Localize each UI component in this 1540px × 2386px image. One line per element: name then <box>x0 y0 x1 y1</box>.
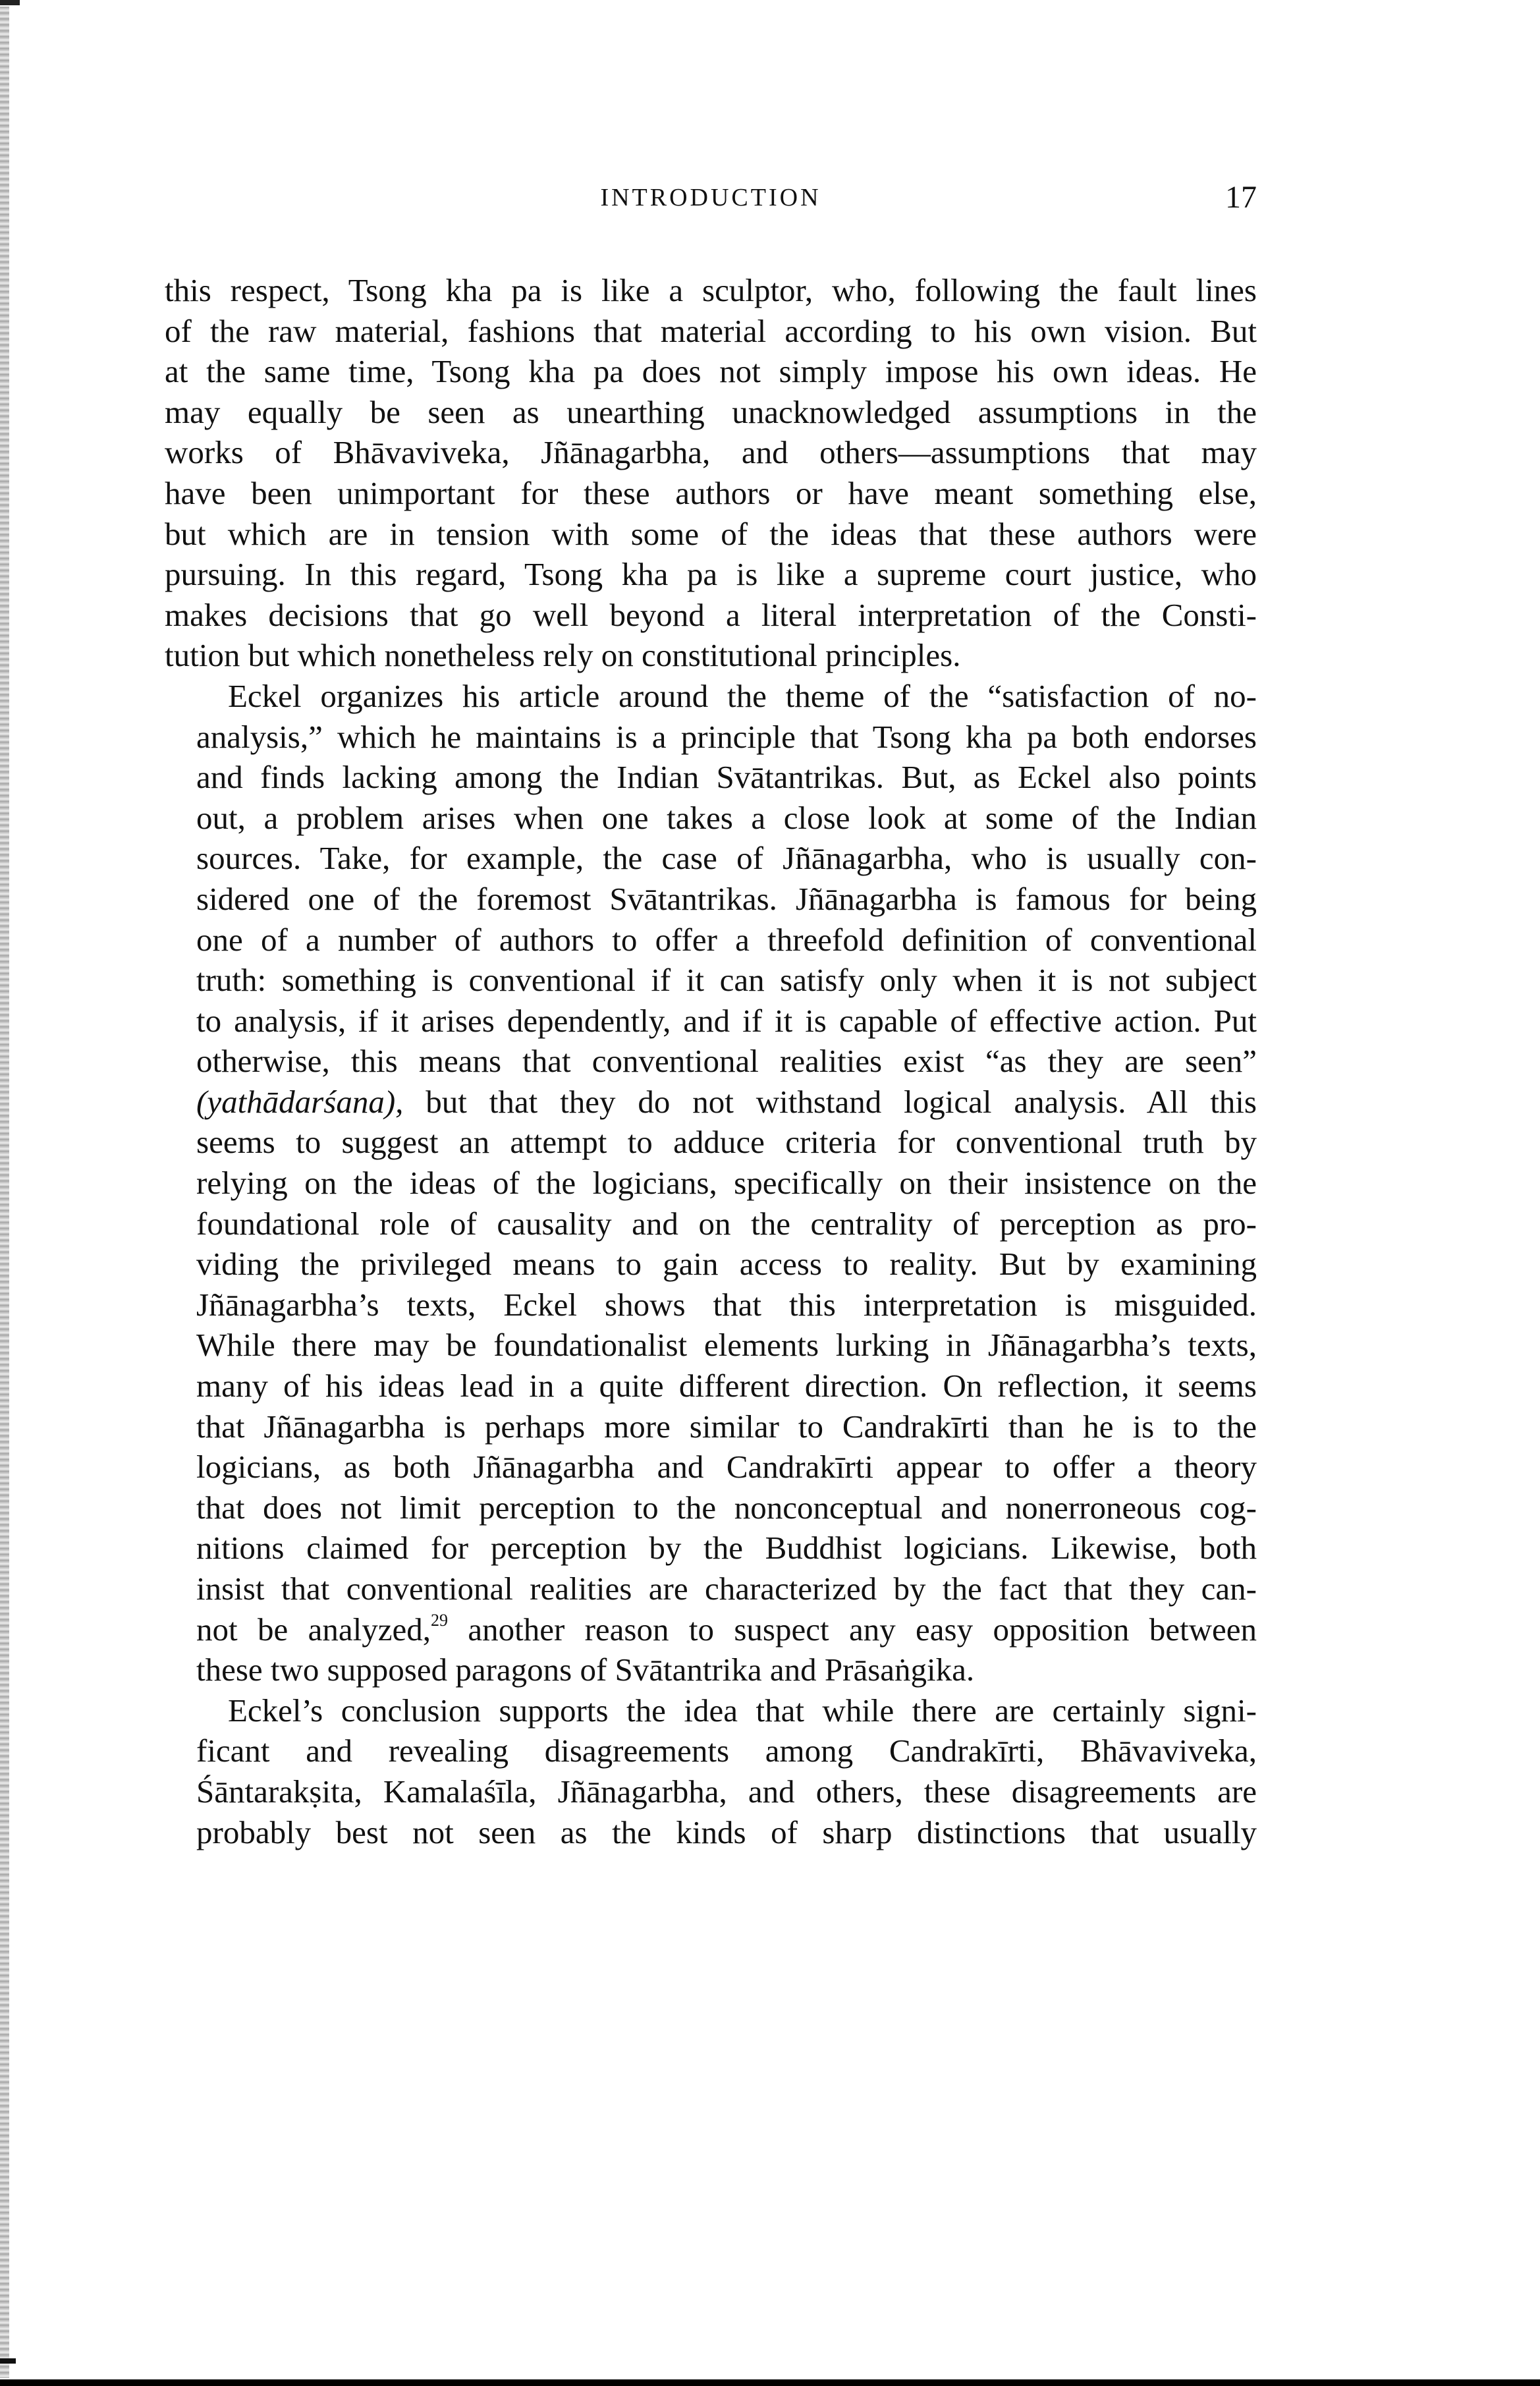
text-line: nitions claimed for perception by the Buddhist logicians. Likewise, both <box>196 1530 1257 1567</box>
page-number: 17 <box>1225 180 1257 215</box>
text-line: may equally be seen as unearthing unacknowledged assumptions in the <box>165 393 1257 430</box>
text-fragment: another reason to suspect any easy opposition between <box>468 1611 1257 1648</box>
text-line: out, a problem arises when one takes a close look at some of the Indian <box>196 799 1257 836</box>
text-line: While there may be foundationalist elements lurking in Jñānagarbha’s texts, <box>196 1327 1257 1364</box>
text-line: relying on the ideas of the logicians, specifically on their insistence on the <box>196 1165 1257 1202</box>
text-line: makes decisions that go well beyond a literal interpretation of the Consti- <box>165 596 1257 633</box>
text-line: of the raw material, fashions that material according to his own vision. But <box>165 312 1257 349</box>
text-line: this respect, Tsong kha pa is like a sculptor, who, following the fault lines <box>165 272 1257 308</box>
running-head <box>165 179 1257 219</box>
text-line: probably best not seen as the kinds of sharp distinctions that usually <box>196 1814 1257 1850</box>
text-line: at the same time, Tsong kha pa does not simply impose his own ideas. He <box>165 353 1257 390</box>
text-line: foundational role of causality and on the centrality of perception as pro- <box>196 1205 1257 1242</box>
text-line: Eckel’s conclusion supports the idea that while there are certainly signi- <box>228 1692 1257 1729</box>
text-fragment: but that they do not withstand logical analysis. All this <box>403 1083 1257 1120</box>
scan-left-edge <box>0 7 9 2378</box>
text-line: that Jñānagarbha is perhaps more similar to Candrakīrti than he is to the <box>196 1408 1257 1445</box>
text-line: seems to suggest an attempt to adduce criteria for conventional truth by <box>196 1124 1257 1161</box>
text-line: truth: something is conventional if it can satisfy only when it is not subject <box>196 962 1257 999</box>
body-text <box>165 270 1257 1852</box>
text-fragment: not be analyzed, <box>196 1611 431 1648</box>
text-line: and finds lacking among the Indian Svātantrikas. But, as Eckel also points <box>196 759 1257 796</box>
text-line: to analysis, if it arises dependently, and if it is capable of effective action. Put <box>196 1002 1257 1039</box>
text-line: viding the privileged means to gain access to reality. But by examining <box>196 1246 1257 1283</box>
paragraph-2 <box>165 676 1257 1690</box>
italic-term: (yathādarśana), <box>196 1083 404 1120</box>
text-line: but which are in tension with some of the ideas that these authors were <box>165 515 1257 552</box>
text-line: Jñānagarbha’s texts, Eckel shows that this interpretation is misguided. <box>196 1286 1257 1323</box>
text-line: one of a number of authors to offer a threefold definition of conventional <box>196 921 1257 958</box>
text-line: ficant and revealing disagreements among Candrakīrti, Bhāvaviveka, <box>196 1733 1257 1769</box>
text-line: these two supposed paragons of Svātantrika and Prāsaṅgika. <box>196 1651 975 1688</box>
text-line: pursuing. In this regard, Tsong kha pa is like a supreme court justice, who <box>165 556 1257 593</box>
scan-corner-top <box>0 0 20 5</box>
paragraph-3 <box>165 1690 1257 1852</box>
text-line-with-footnote <box>165 1609 1257 1650</box>
footnote-marker[interactable]: 29 <box>430 1610 448 1630</box>
text-line: Śāntarakṣita, Kamalaśīla, Jñānagarbha, and others, these disagreements are <box>196 1773 1257 1810</box>
scan-bottom-bar <box>0 2379 1540 2386</box>
running-head-title: INTRODUCTION <box>600 184 821 211</box>
text-line: that does not limit perception to the nonconceptual and nonerroneous cog- <box>196 1489 1257 1526</box>
text-line: Eckel organizes his article around the theme of the “satisfaction of no- <box>228 677 1257 714</box>
text-line: otherwise, this means that conventional realities exist “as they are seen” <box>196 1043 1257 1080</box>
text-line: analysis,” which he maintains is a principle that Tsong kha pa both endorses <box>196 718 1257 755</box>
text-line: insist that conventional realities are characterized by the fact that they can- <box>196 1570 1257 1607</box>
text-line-with-italic <box>165 1082 1257 1123</box>
text-line: many of his ideas lead in a quite different direction. On reflection, it seems <box>196 1368 1257 1404</box>
text-line: logicians, as both Jñānagarbha and Candrakīrti appear to offer a theory <box>196 1449 1257 1485</box>
text-line: sources. Take, for example, the case of Jñānagarbha, who is usually con- <box>196 840 1257 877</box>
text-line: sidered one of the foremost Svātantrikas. Jñānagarbha is famous for being <box>196 880 1257 917</box>
text-line: works of Bhāvaviveka, Jñānagarbha, and others—assumptions that may <box>165 434 1257 471</box>
text-line: tution but which nonetheless rely on constitutional principles. <box>165 637 961 674</box>
text-line: have been unimportant for these authors or have meant something else, <box>165 474 1257 511</box>
paragraph-1 <box>165 270 1257 676</box>
scan-corner-bottom <box>0 2358 16 2364</box>
